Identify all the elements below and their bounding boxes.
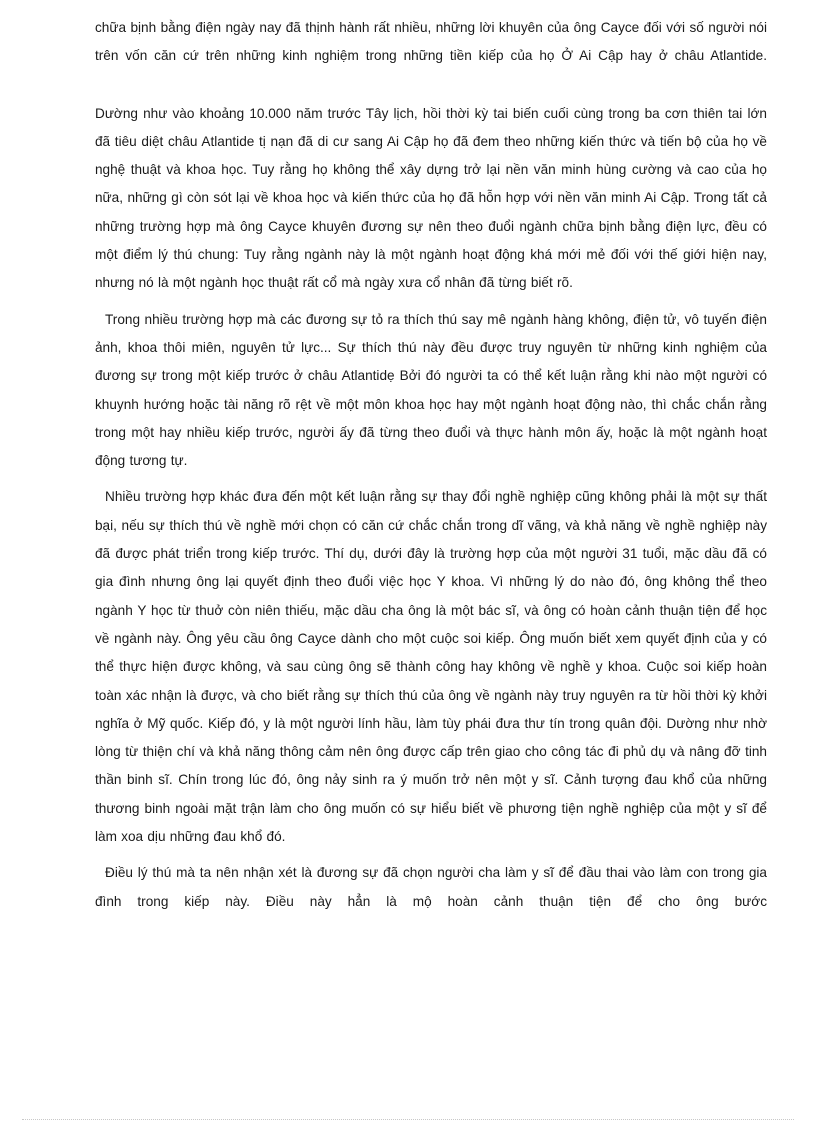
paragraph-gap — [95, 475, 767, 483]
paragraph-2: Dường như vào khoảng 10.000 năm trước Tây lịch, hồi thời kỳ tai biến cuối cùng trong ba cơn thiên tai lớn đã tiêu diệt châu Atlantide tị nạn đã di cư sang Ai Cập họ đã đem theo những kiến thức và tiến bộ của họ về nghệ thuật và khoa học. Tuy rằng họ không thể xây dựng trở lại nền văn minh hùng cường và cao của họ nữa, những gì còn sót lại về khoa học và kiến thức của họ đã hỗn hợp với nền văn minh Ai Cập. Trong tất cả những trường hợp mà ông Cayce khuyên đương sự nên theo đuổi ngành chữa bịnh bằng điện lực, đều có một điểm lý thú chung: Tuy rằng ngành này là một ngành hoạt động khá mới mẻ đối với thế giới hiện nay, nhưng nó là một ngành học thuật rất cổ mà ngày xưa cổ nhân đã từng biết rõ. — [95, 105, 767, 291]
paragraph-gap — [95, 71, 767, 100]
page-footer-divider — [22, 1119, 794, 1120]
paragraph-5: Điều lý thú mà ta nên nhận xét là đương sự đã chọn người cha làm y sĩ để đầu thai vào làm con trong gia đình trong kiếp này. Điều này hẳn là mộ hoàn cảnh thuận tiện để cho ông bước — [95, 865, 767, 909]
paragraph-gap — [95, 298, 767, 306]
paragraph-4: Nhiều trường hợp khác đưa đến một kết luận rằng sự thay đổi nghề nghiệp cũng không phải là một sự thất bại, nếu sự thích thú về nghề mới chọn có căn cứ chắc chắn trong dĩ vãng, và khả năng về nghề nghiệp này đã được phát triển trong kiếp trước. Thí dụ, dưới đây là trường hợp của một người 31 tuổi, mặc dầu đã có gia đình nhưng ông lại quyết định theo đuổi việc học Y khoa. Vì những lý do nào đó, ông không thể theo ngành Y học từ thuở còn niên thiếu, mặc dầu cha ông là một bác sĩ, và ông có hoàn cảnh thuận tiện để học về ngành này. Ông yêu cầu ông Cayce dành cho một cuộc soi kiếp. Ông muốn biết xem quyết định của y có thể thực hiện được không, và sau cùng ông sẽ thành công hay không về nghề y khoa. Cuộc soi kiếp hoàn toàn xác nhận là được, và cho biết rằng sự thích thú của ông về ngành này truy nguyên ra từ hồi thời kỳ khởi nghĩa ở Mỹ quốc. Kiếp đó, y là một người lính hầu, làm tùy phái đưa thư tín trong quân đội. Dường như nhờ lòng từ thiện chí và khả năng thông cảm nên ông được cấp trên giao cho công tác đi phủ dụ và nâng đỡ tinh thần binh sĩ. Chín trong lúc đó, ông nảy sinh ra ý muốn trở nên một y sĩ. Cảnh tượng đau khổ của những thương binh ngoài mặt trận làm cho ông muốn có sự hiểu biết về phương tiện nghề nghiệp của một y sĩ để làm xoa dịu những đau khổ đó. — [95, 489, 767, 845]
document-page — [95, 14, 767, 916]
paragraph-gap — [95, 851, 767, 859]
paragraph-1: chữa bịnh bằng điện ngày nay đã thịnh hành rất nhiều, những lời khuyên của ông Cayce đối với số người nói trên vốn căn cứ trên những kinh nghiệm trong những tiền kiếp của họ Ở Ai Cập hay ở châu Atlantide. — [95, 20, 767, 64]
paragraph-3: Trong nhiều trường hợp mà các đương sự tỏ ra thích thú say mê ngành hàng không, điện tử, vô tuyến điện ảnh, khoa thôi miên, nguyên tử lực... Sự thích thú này đều được truy nguyên từ những kinh nghiệm của đương sự trong một kiếp trước ở châu Atlantidẹ Bởi đó người ta có thể kết luận rằng khi nào một người có khuynh hướng hoặc tài năng rõ rệt về một môn khoa học hay một ngành hoạt động nào, thì chắc chắn rằng trong một hay nhiều kiếp trước, người ấy đã từng theo đuổi và thực hành môn ấy, hoặc là một ngành hoạt động tương tự. — [95, 311, 767, 469]
